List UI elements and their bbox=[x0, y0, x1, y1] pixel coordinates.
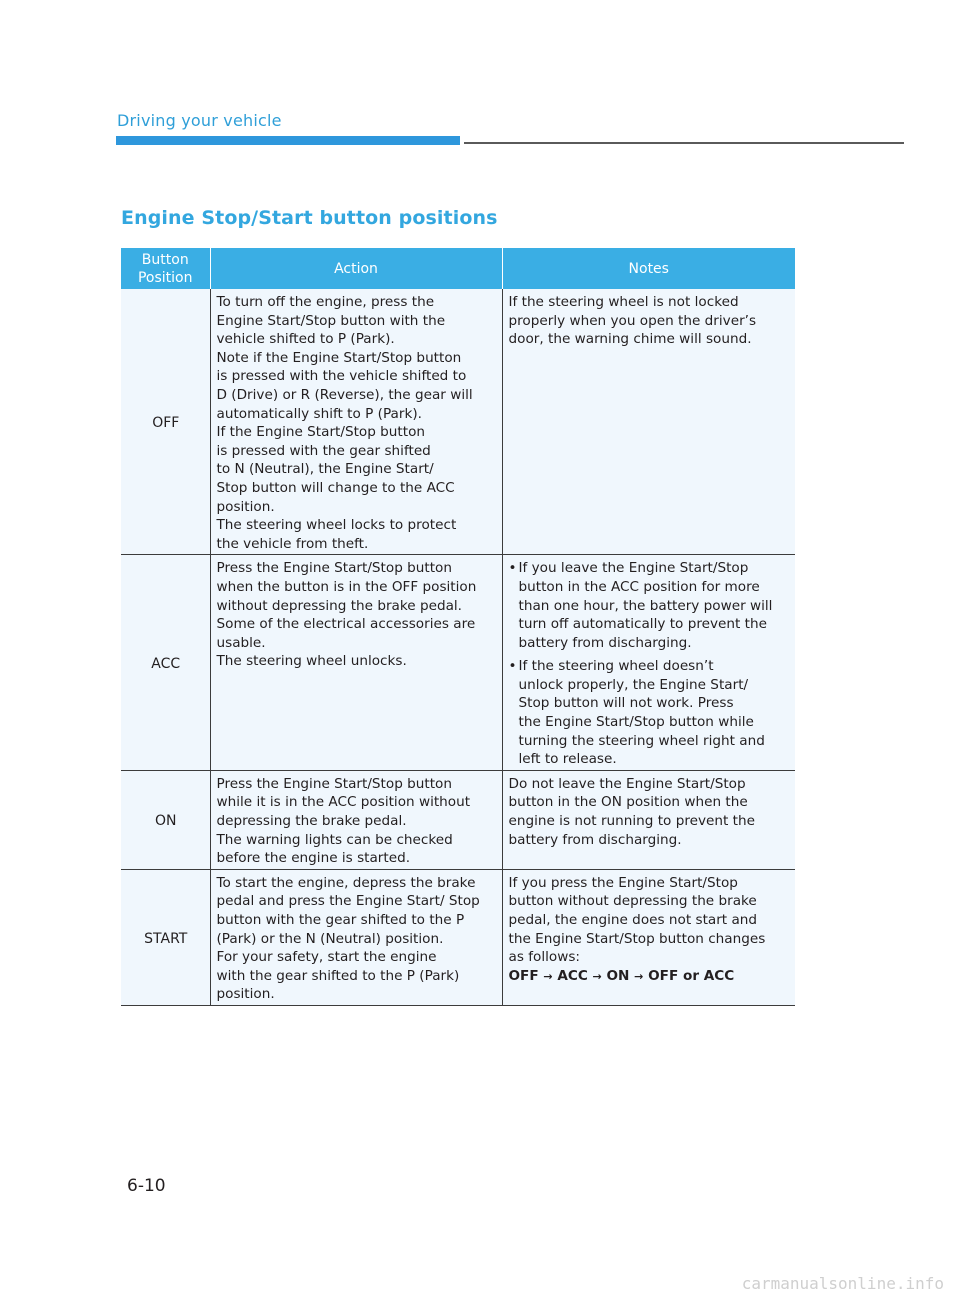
position-cell: ACC bbox=[121, 555, 210, 771]
watermark: carmanualsonline.info bbox=[741, 1274, 944, 1293]
text-line: the vehicle from theft. bbox=[216, 535, 369, 552]
list-item bbox=[509, 657, 791, 769]
text-line: before the engine is started. bbox=[216, 850, 411, 867]
text-line: Do not leave the Engine Start/Stop bbox=[508, 775, 746, 792]
header-rule-accent bbox=[116, 136, 460, 145]
action-cell bbox=[210, 869, 502, 1005]
text-line: button in the ON position when the bbox=[508, 794, 748, 811]
sequence-step: ACC bbox=[557, 967, 588, 984]
text-line: The warning lights can be checked bbox=[216, 831, 453, 848]
text-line: as follows: bbox=[508, 949, 580, 966]
text-line: the Engine Start/Stop button changes bbox=[508, 930, 766, 947]
section-header: Driving your vehicle bbox=[117, 111, 282, 130]
table-row-off bbox=[121, 289, 795, 555]
sequence-step: ON bbox=[606, 967, 630, 984]
text-line: depressing the brake pedal. bbox=[216, 813, 407, 830]
action-cell bbox=[210, 770, 502, 869]
text-line: The steering wheel unlocks. bbox=[216, 653, 407, 670]
text-line: Engine Start/Stop button with the bbox=[216, 312, 446, 329]
button-positions-table bbox=[121, 248, 795, 1006]
text-line: with the gear shifted to the P (Park) bbox=[216, 967, 460, 984]
text-line: Note if the Engine Start/Stop button bbox=[216, 349, 462, 366]
text-line: turning the steering wheel right and bbox=[518, 732, 765, 749]
action-cell bbox=[210, 289, 502, 555]
notes-cell bbox=[502, 869, 795, 1005]
text-line: If the steering wheel is not locked bbox=[508, 294, 739, 310]
text-line: Press the Engine Start/Stop button bbox=[216, 560, 452, 577]
position-cell: OFF bbox=[121, 289, 210, 555]
column-header-notes: Notes bbox=[502, 248, 795, 289]
action-cell bbox=[210, 555, 502, 771]
text-line: Stop button will change to the ACC bbox=[216, 479, 455, 496]
text-line: turn off automatically to prevent the bbox=[518, 616, 767, 633]
text-line: usable. bbox=[216, 634, 266, 651]
page-number: 6-10 bbox=[127, 1176, 166, 1196]
arrow-right-icon: → bbox=[592, 969, 602, 983]
column-header-action: Action bbox=[210, 248, 502, 289]
text-line: button in the ACC position for more bbox=[518, 578, 760, 595]
text-line: To turn off the engine, press the bbox=[216, 294, 435, 310]
sequence-step: OFF or ACC bbox=[648, 967, 735, 984]
text-line: door, the warning chime will sound. bbox=[508, 331, 752, 348]
text-line: Stop button will not work. Press bbox=[518, 695, 734, 712]
list-item bbox=[509, 559, 791, 652]
text-line: button without depressing the brake bbox=[508, 893, 757, 910]
column-header-position: Button Position bbox=[121, 248, 210, 289]
position-cell: ON bbox=[121, 770, 210, 869]
text-line: is pressed with the vehicle shifted to bbox=[216, 368, 467, 385]
text-line: is pressed with the gear shifted bbox=[216, 442, 431, 459]
text-line: position. bbox=[216, 986, 275, 1003]
sequence-step: OFF bbox=[508, 967, 539, 984]
text-line: Some of the electrical accessories are bbox=[216, 616, 476, 633]
table-header-row bbox=[121, 248, 795, 289]
notes-cell bbox=[502, 289, 795, 555]
notes-cell bbox=[502, 555, 795, 771]
text-line: Press the Engine Start/Stop button bbox=[216, 775, 452, 792]
text-line: battery from discharging. bbox=[508, 831, 682, 848]
text-line: than one hour, the battery power will bbox=[518, 597, 773, 614]
text-line: properly when you open the driver’s bbox=[508, 312, 757, 329]
table-row-on bbox=[121, 770, 795, 869]
text-line: position. bbox=[216, 498, 275, 515]
text-line: automatically shift to P (Park). bbox=[216, 405, 422, 422]
text-line: button with the gear shifted to the P bbox=[216, 912, 465, 928]
text-line: vehicle shifted to P (Park). bbox=[216, 331, 395, 348]
text-line: • If the steering wheel doesn’t bbox=[518, 658, 714, 675]
text-line: unlock properly, the Engine Start/ bbox=[518, 676, 749, 693]
notes-bullet-list bbox=[509, 559, 791, 769]
position-cell: START bbox=[121, 869, 210, 1005]
table-row-start bbox=[121, 869, 795, 1005]
text-line: engine is not running to prevent the bbox=[508, 813, 755, 830]
text-line: (Park) or the N (Neutral) position. bbox=[216, 930, 444, 947]
text-line: to N (Neutral), the Engine Start/ bbox=[216, 461, 434, 478]
text-line: For your safety, start the engine bbox=[216, 949, 437, 966]
text-line: The steering wheel locks to protect bbox=[216, 517, 457, 534]
text-line: while it is in the ACC position without bbox=[216, 794, 471, 811]
position-sequence bbox=[509, 967, 791, 987]
text-line: the Engine Start/Stop button while bbox=[518, 714, 754, 731]
arrow-right-icon: → bbox=[634, 969, 644, 983]
arrow-right-icon: → bbox=[543, 969, 553, 983]
text-line: without depressing the brake pedal. bbox=[216, 597, 463, 614]
text-line: If the Engine Start/Stop button bbox=[216, 424, 426, 441]
text-line: pedal and press the Engine Start/ Stop bbox=[216, 893, 480, 910]
text-line: when the button is in the OFF position bbox=[216, 578, 477, 595]
header-rule bbox=[464, 142, 904, 144]
text-line: pedal, the engine does not start and bbox=[508, 912, 758, 928]
text-line: left to release. bbox=[518, 751, 617, 768]
page-title: Engine Stop/Start button positions bbox=[121, 207, 498, 229]
text-line: To start the engine, depress the brake bbox=[216, 874, 476, 891]
text-line: If you press the Engine Start/Stop bbox=[508, 874, 738, 891]
notes-cell bbox=[502, 770, 795, 869]
text-line: battery from discharging. bbox=[518, 634, 692, 651]
text-line: • If you leave the Engine Start/Stop bbox=[518, 560, 749, 577]
table-row-acc bbox=[121, 555, 795, 771]
text-line: D (Drive) or R (Reverse), the gear will bbox=[216, 386, 473, 403]
